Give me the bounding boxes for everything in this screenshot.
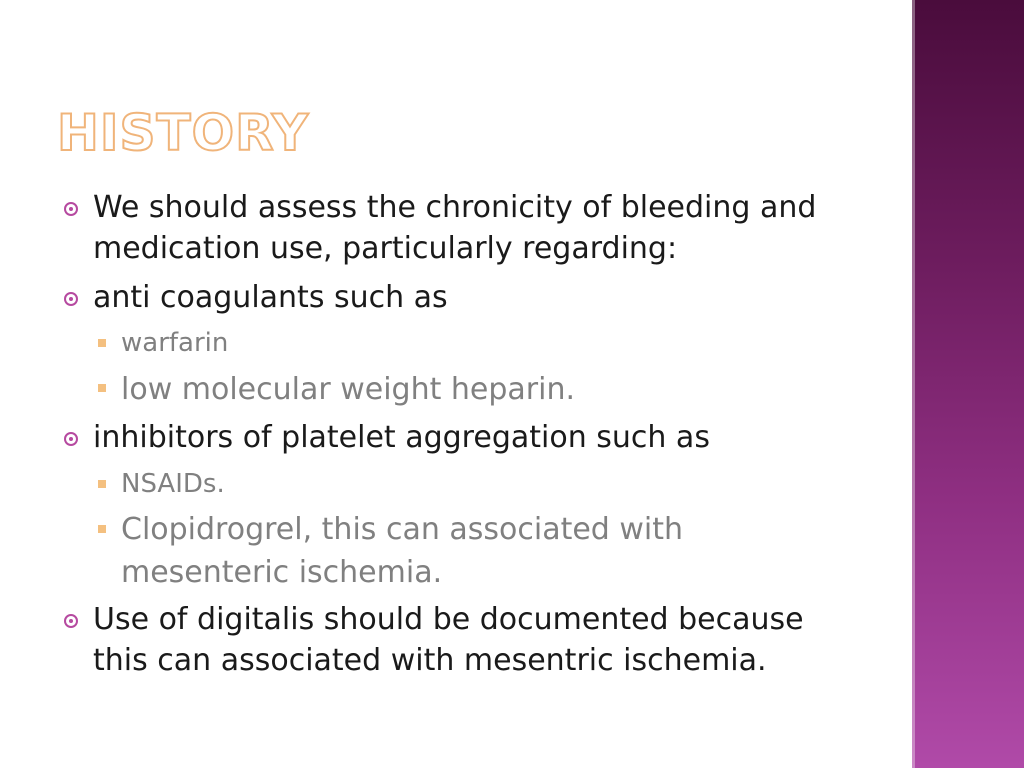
square-bullet-icon [98,525,106,533]
sub-item-heparin: low molecular weight heparin. [121,372,576,407]
bullet-item-digitalis: Use of digitalis should be documented because this can associated with mesentric ischemia. [93,602,804,678]
circle-bullet-icon [64,432,78,446]
bullet-item-chronicity: We should assess the chronicity of bleeding and medication use, particularly regarding: [93,190,817,266]
decorative-sidebar [912,0,1024,768]
bullet-item-anticoagulants: anti coagulants such as [93,280,448,315]
square-bullet-icon [98,480,106,488]
sub-item-warfarin: warfarin [121,328,229,358]
square-bullet-icon [98,384,106,392]
sub-item-nsaids: NSAIDs. [121,469,225,499]
bullet-item-platelet-inhibitors: inhibitors of platelet aggregation such as [93,420,710,455]
circle-bullet-icon [64,202,78,216]
circle-bullet-icon [64,614,78,628]
slide-title: HISTORY [57,104,310,162]
circle-bullet-icon [64,292,78,306]
square-bullet-icon [98,339,106,347]
sub-item-clopidrogrel: Clopidrogrel, this can associated with mesenteric ischemia. [121,512,684,590]
